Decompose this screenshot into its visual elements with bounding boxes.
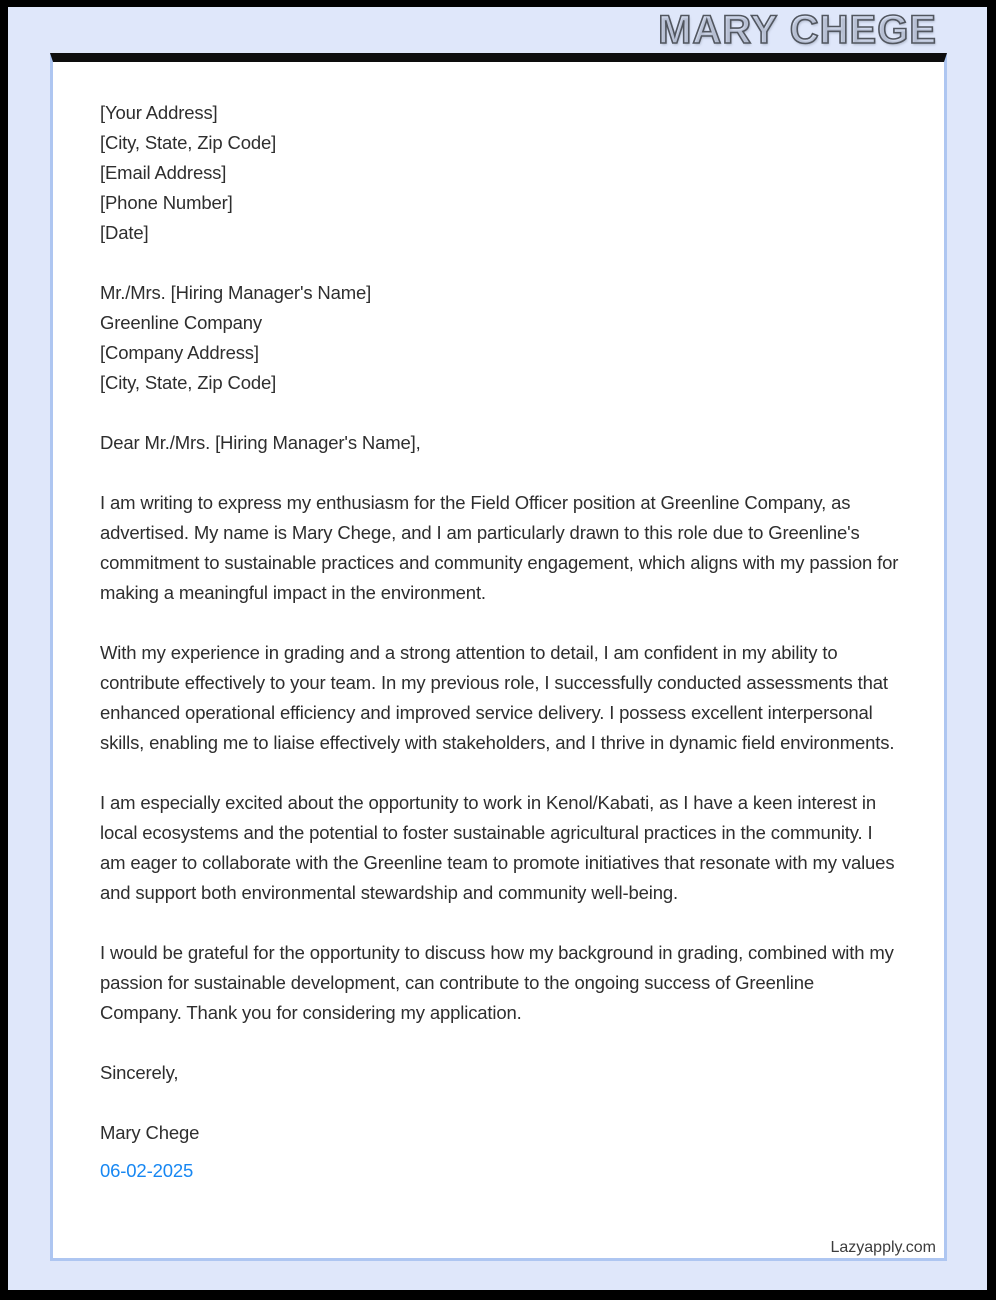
closing-phrase: Sincerely,: [100, 1062, 179, 1083]
sender-address-block: [100, 98, 900, 248]
recipient-company-line: Greenline Company: [100, 312, 262, 333]
lazyapply-watermark: Lazyapply.com: [830, 1239, 936, 1256]
paragraph-closing-request: I would be grateful for the opportunity to discuss how my background in grading, combined with my passion for sustainable development, can contribute to the ongoing success of Greenline Company. Thank you for considering my application.: [100, 942, 894, 1023]
signature-name: Mary Chege: [100, 1122, 200, 1143]
recipient-name-line: Mr./Mrs. [Hiring Manager's Name]: [100, 282, 372, 303]
paragraph-experience: With my experience in grading and a strong attention to detail, I am confident in my ability to contribute effectively to your team. In my previous role, I successfully conducted assessments that enhanced operational efficiency and improved service delivery. I possess excellent interpersonal skills, enabling me to liaise effectively with stakeholders, and I thrive in dynamic field environments.: [100, 642, 895, 753]
candidate-name-heading: MARY CHEGE: [658, 8, 937, 52]
letter-date-link[interactable]: 06-02-2025: [100, 1160, 194, 1181]
recipient-city-line: [City, State, Zip Code]: [100, 372, 277, 393]
sender-date-line: [Date]: [100, 222, 149, 243]
letter-body: [53, 62, 944, 1258]
sender-address-line: [Your Address]: [100, 102, 218, 123]
letter-page: [50, 53, 947, 1261]
sender-email-line: [Email Address]: [100, 162, 227, 183]
recipient-address-block: [100, 278, 900, 398]
sender-city-line: [City, State, Zip Code]: [100, 132, 277, 153]
paragraph-intro: I am writing to express my enthusiasm for the Field Officer position at Greenline Company, as advertised. My name is Mary Chege, and I am particularly drawn to this role due to Greenline's commitment to sustainable practices and community engagement, which aligns with my passion for making a meaningful impact in the environment.: [100, 492, 899, 603]
sender-phone-line: [Phone Number]: [100, 192, 233, 213]
salutation: Dear Mr./Mrs. [Hiring Manager's Name],: [100, 432, 421, 453]
recipient-address-line: [Company Address]: [100, 342, 259, 363]
paragraph-location-interest: I am especially excited about the opportunity to work in Kenol/Kabati, as I have a keen interest in local ecosystems and the potential to foster sustainable agricultural practices in the community. I am eager to collaborate with the Greenline team to promote initiatives that resonate with my values and support both environmental stewardship and community well-being.: [100, 792, 895, 903]
